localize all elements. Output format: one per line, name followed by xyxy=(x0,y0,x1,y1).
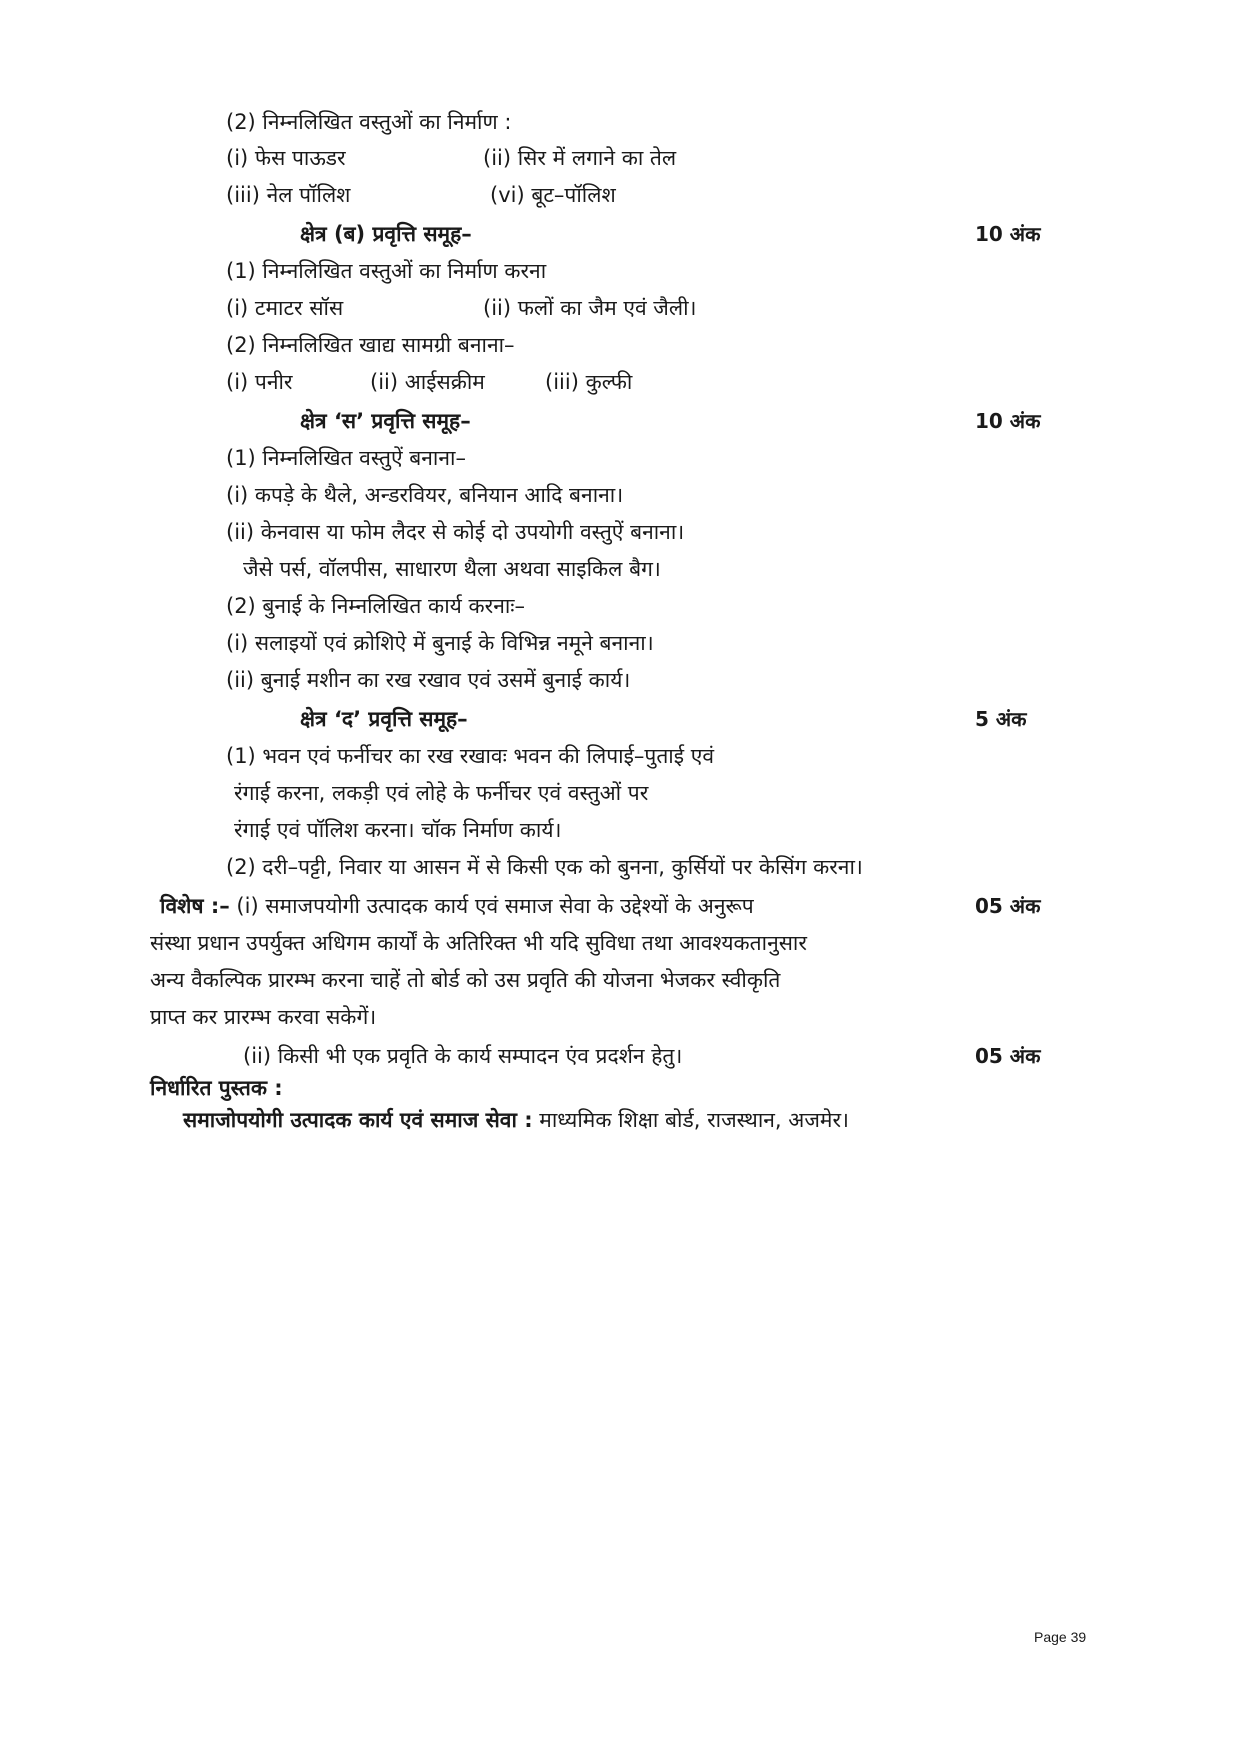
books-line xyxy=(183,1105,849,1135)
section-c-item1-ii: (ii) केनवास या फोम लैदर से कोई दो उपयोगी वस्तुऐं बनाना। xyxy=(226,520,685,544)
section-b-item2-a: (i) पनीर xyxy=(226,370,293,394)
section-c-heading: क्षेत्र ‘स’ प्रवृत्ति समूह– xyxy=(300,409,471,433)
section-b-item2-c: (iii) कुल्फी xyxy=(545,370,633,394)
section-b-marks: 10 अंक xyxy=(975,222,1041,246)
section-c-marks: 10 अंक xyxy=(975,409,1041,433)
special-line1-text: (i) समाजपयोगी उत्पादक कार्य एवं समाज सेवा के उद्देश्यों के अनुरूप xyxy=(229,894,754,918)
section-a-row2-left: (iii) नेल पॉलिश xyxy=(226,183,351,207)
section-c-item2-title: (2) बुनाई के निम्नलिखित कार्य करनाः– xyxy=(226,594,526,618)
section-a-row2-right: (vi) बूट–पॉलिश xyxy=(490,183,616,207)
page-number: Page 39 xyxy=(1034,1629,1087,1645)
special-marks-2: 05 अंक xyxy=(975,1044,1041,1068)
section-b-item1-right: (ii) फलों का जैम एवं जैली। xyxy=(483,296,697,320)
section-c-item1-ii-cont: जैसे पर्स, वॉलपीस, साधारण थैला अथवा साइकिल बैग। xyxy=(243,557,661,581)
special-line3: अन्य वैकल्पिक प्रारम्भ करना चाहें तो बोर्ड को उस प्रवृति की योजना भेजकर स्वीकृति xyxy=(150,968,781,992)
books-title: समाजोपयोगी उत्पादक कार्य एवं समाज सेवा : xyxy=(183,1108,533,1132)
special-line2: संस्था प्रधान उपर्युक्त अधिगम कार्यों के अतिरिक्त भी यदि सुविधा तथा आवश्यकतानुसार xyxy=(150,931,807,955)
section-c-item2-i: (i) सलाइयों एवं क्रोशिऐ में बुनाई के विभिन्न नमूने बनाना। xyxy=(226,631,654,655)
special-line5: (ii) किसी भी एक प्रवृति के कार्य सम्पादन एंव प्रदर्शन हेतु। xyxy=(243,1044,683,1068)
section-d-marks: 5 अंक xyxy=(975,707,1027,731)
section-a-row1-left: (i) फेस पाऊडर xyxy=(226,146,346,170)
section-c-item2-ii: (ii) बुनाई मशीन का रख रखाव एवं उसमें बुनाई कार्य। xyxy=(226,668,631,692)
section-b-item1-left: (i) टमाटर सॉस xyxy=(226,296,344,320)
section-a-item2-title: (2) निम्नलिखित वस्तुओं का निर्माण : xyxy=(226,110,512,134)
section-d-item1-line1: (1) भवन एवं फर्नीचर का रख रखावः भवन की लिपाई–पुताई एवं xyxy=(226,744,715,768)
section-c-item1-title: (1) निम्नलिखित वस्तुऐं बनाना– xyxy=(226,446,466,470)
section-b-heading: क्षेत्र (ब) प्रवृत्ति समूह– xyxy=(300,222,472,246)
section-d-item1-line2: रंगाई करना, लकड़ी एवं लोहे के फर्नीचर एवं वस्तुओं पर xyxy=(234,781,649,805)
books-heading: निर्धारित पुस्तक : xyxy=(150,1076,283,1100)
section-b-item2-b: (ii) आईसक्रीम xyxy=(370,370,485,394)
section-d-heading: क्षेत्र ‘द’ प्रवृत्ति समूह– xyxy=(300,707,468,731)
special-line4: प्राप्त कर प्रारम्भ करवा सकेगें। xyxy=(150,1005,377,1029)
section-c-item1-i: (i) कपड़े के थैले, अन्डरवियर, बनियान आदि बनाना। xyxy=(226,483,624,507)
books-publisher: माध्यमिक शिक्षा बोर्ड, राजस्थान, अजमेर। xyxy=(532,1108,850,1132)
section-d-item1-line3: रंगाई एवं पॉलिश करना। चॉक निर्माण कार्य। xyxy=(234,818,562,842)
section-b-item2-title: (2) निम्नलिखित खाद्य सामग्री बनाना– xyxy=(226,333,515,357)
special-label: विशेष :– xyxy=(160,894,230,918)
section-b-item1-title: (1) निम्नलिखित वस्तुओं का निर्माण करना xyxy=(226,259,547,283)
section-a-row1-right: (ii) सिर में लगाने का तेल xyxy=(483,146,677,170)
special-line1 xyxy=(160,891,754,921)
section-d-item2: (2) दरी–पट्टी, निवार या आसन में से किसी एक को बुनना, कुर्सियों पर केसिंग करना। xyxy=(226,855,863,879)
special-marks-1: 05 अंक xyxy=(975,894,1041,918)
